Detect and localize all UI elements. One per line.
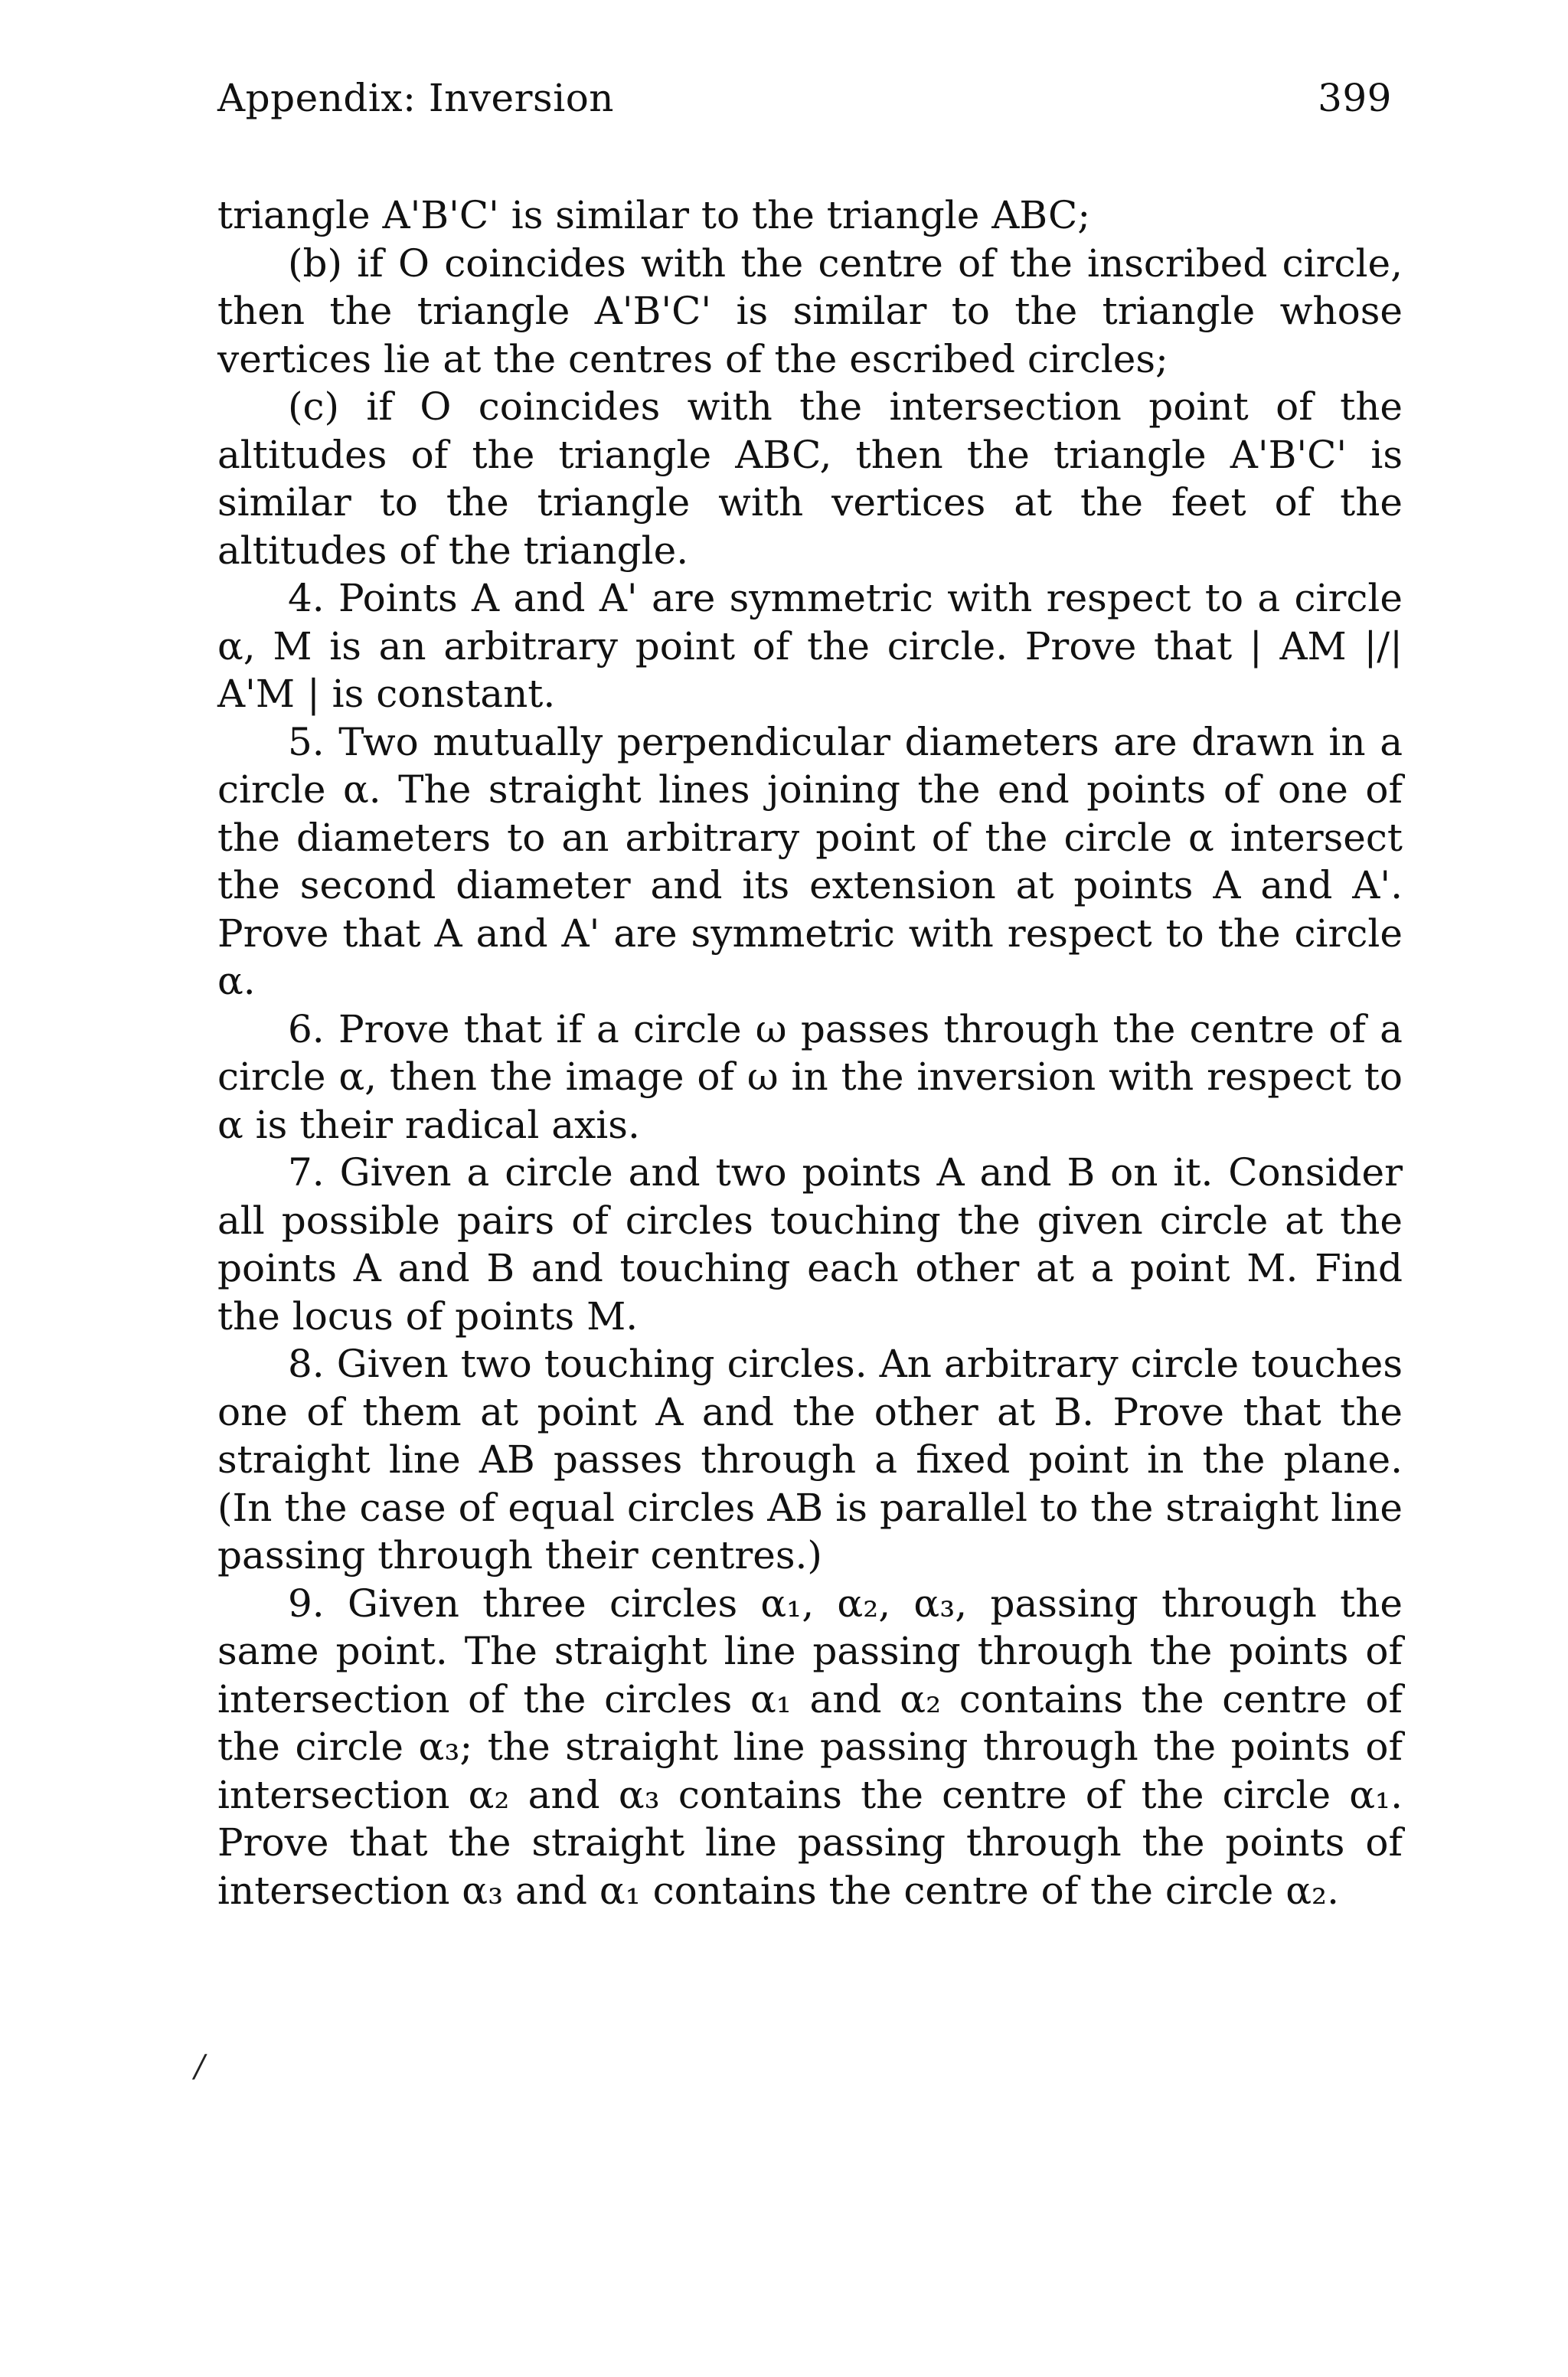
running-head [217,75,1403,129]
body-text [217,191,1403,1914]
problem-6: 6. Prove that if a circle ω passes through the centre of a circle α, then the image of ω in the inversion with respect to α is their radical axis. [217,1006,1403,1147]
problem-4: 4. Points A and A' are symmetric with respect to a circle α, M is an arbitrary point of the circle. Prove that | AM |/| A'M | is constant. [217,576,1403,716]
problem-8: 8. Given two touching circles. An arbitrary circle touches one of them at point A and the other at B. Prove that the straight line AB passes through a fixed point in the plane. (In the case of equal circles AB is parallel to the straight line passing through their centres.) [217,1342,1403,1578]
paragraph-continuation: triangle A'B'C' is similar to the triangle ABC; [217,193,1091,237]
problem-7: 7. Given a circle and two points A and B on it. Consider all possible pairs of circles touching the given circle at the points A and B and touching each other at a point M. Find the locus of points M. [217,1150,1403,1339]
paragraph-item-b: (b) if O coincides with the centre of the inscribed circle, then the triangle A'B'C' is similar to the triangle whose vertices lie at the centres of the escribed circles; [217,240,1403,381]
problem-5: 5. Two mutually perpendicular diameters are drawn in a circle α. The straight lines joining the end points of one of the diameters to an arbitrary point of the circle α intersect the second diameter and its extension at points A and A'. Prove that A and A' are symmetric with respect to the circle α. [217,719,1403,1003]
page-number: 399 [1318,76,1392,120]
chapter-title: Appendix: Inversion [217,76,614,120]
book-page [217,75,1403,1914]
problem-9: 9. Given three circles α₁, α₂, α₃, passing through the same point. The straight line passing through the points of intersection of the circles α₁ and α₂ contains the centre of the circle α₃; the straight line passing through the points of intersection α₂ and α₃ contains the centre of the circle α₁. Prove that the straight line passing through the points of intersection α₃ and α₁ contains the centre of the circle α₂. [217,1581,1403,1913]
paragraph-item-c: (c) if O coincides with the intersection point of the altitudes of the triangle ABC, then the triangle A'B'C' is similar to the triangle with vertices at the feet of the altitudes of the triangle. [217,384,1403,573]
margin-mark: / [194,2049,205,2084]
